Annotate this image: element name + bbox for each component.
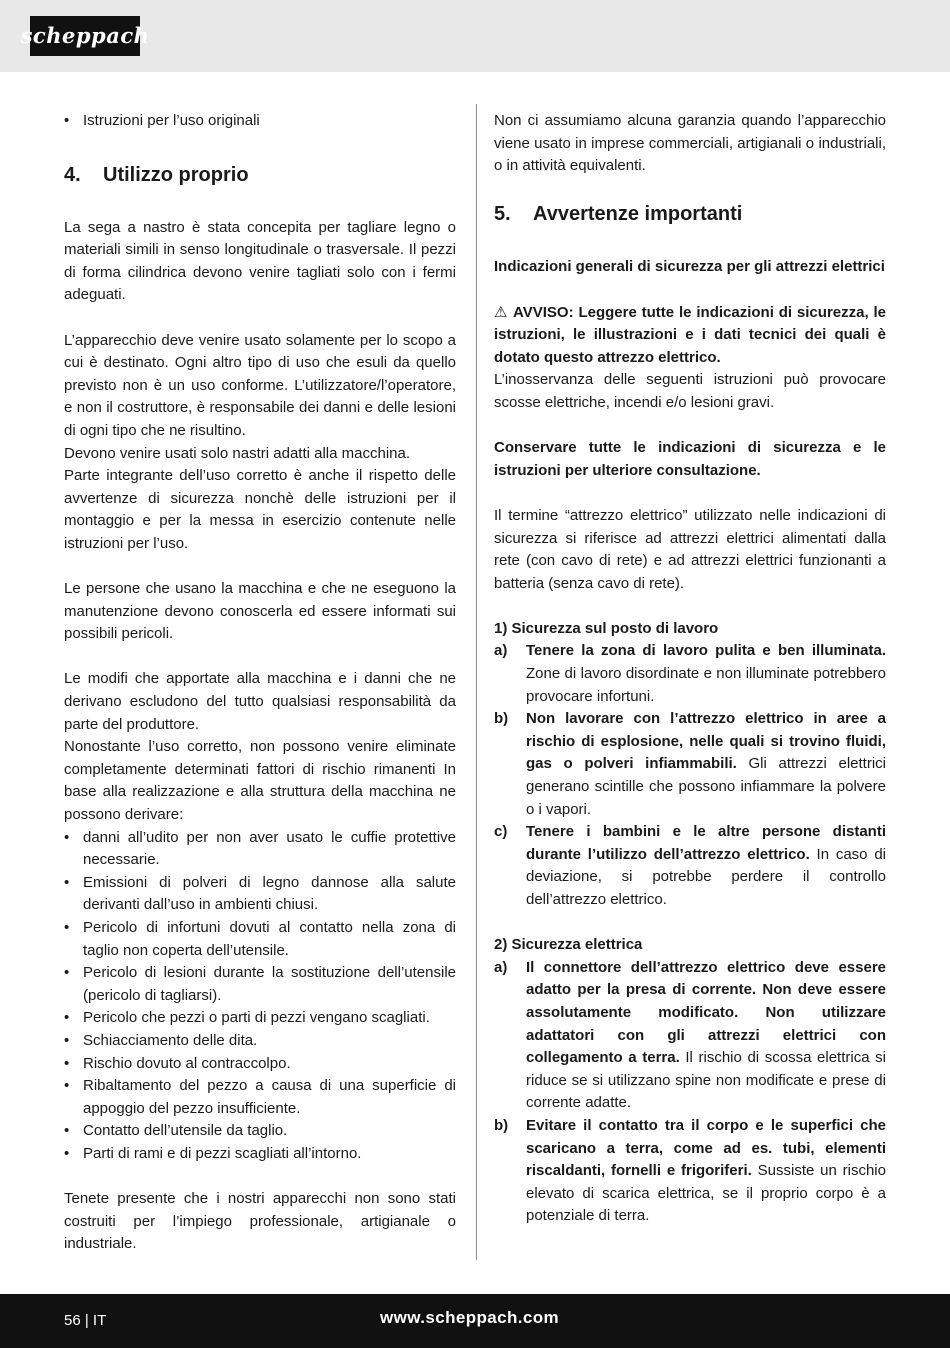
list-item: a) Tenere la zona di lavoro pulita e ben illuminata. Zone di lavoro disordinate e non illuminate potrebbero provocare infortuni. bbox=[494, 642, 886, 705]
paragraph: La sega a nastro è stata concepita per tagliare legno o materiali simili in senso longitudinale o trasversale. Il pezzi di forma cilindrica devono venire tagliati solo con i fermi adeguati. bbox=[64, 218, 456, 304]
list-item: • Emissioni di polveri di legno dannose alla salute derivanti dall’uso in ambienti chiusi. bbox=[64, 873, 456, 914]
left-column bbox=[64, 110, 456, 1256]
list-item: • Rischio dovuto al contraccolpo. bbox=[64, 1054, 291, 1072]
paragraph: Parte integrante dell’uso corretto è anche il rispetto delle avvertenze di sicurezza nonchè delle istruzioni per il montaggio e per la messa in esercizio contenute nelle istruzioni per l’uso. bbox=[64, 467, 456, 552]
electrical-safety-list bbox=[494, 957, 886, 1228]
subheading: Indicazioni generali di sicurezza per gli attrezzi elettrici bbox=[494, 258, 885, 276]
paragraph: Tenete presente che i nostri apparecchi non sono stati costruiti per l’impiego professionale, artigianale o industriale. bbox=[64, 1190, 456, 1253]
list-item: • Ribaltamento del pezzo a causa di una superficie di appoggio del pezzo insufficiente. bbox=[64, 1077, 456, 1117]
page-number: 56 | IT bbox=[64, 1312, 107, 1329]
subsection-title: 1) Sicurezza sul posto di lavoro bbox=[494, 619, 719, 637]
risk-list bbox=[64, 827, 456, 1166]
paragraph: L’apparecchio deve venire usato solamente per lo scopo a cui è destinato. Ogni altro tipo di uso che esuli da quello previsto non è un uso conforme. L’utilizzatore/l’operatore, e non il costruttore, è responsabile dei danni e delle lesioni di ogni tipo che ne risultino. bbox=[64, 331, 456, 439]
list-item: • Schiacciamento delle dita. bbox=[64, 1031, 258, 1049]
paragraph: Devono venire usati solo nastri adatti alla macchina. bbox=[64, 444, 411, 462]
footer-bar bbox=[0, 1294, 950, 1348]
paragraph: Nonostante l’uso corretto, non possono venire eliminate completamente determinati fattori di rischio rimanenti In base alla realizzazione e alla struttura della macchina ne possono derivare: bbox=[64, 738, 456, 824]
warning-icon: ⚠ bbox=[494, 303, 509, 321]
paragraph: Le persone che usano la macchina e che ne eseguono la manutenzione devono conoscerla ed essere informati sui possibili pericoli. bbox=[64, 580, 456, 643]
list-item: • Pericolo che pezzi o parti di pezzi vengano scagliati. bbox=[64, 1009, 430, 1027]
intro-list bbox=[64, 110, 456, 133]
list-item: • Pericolo di infortuni dovuti al contatto nella zona di taglio non coperta dell’utensile. bbox=[64, 919, 456, 959]
column-divider bbox=[476, 104, 477, 1260]
list-item: b) Non lavorare con l’attrezzo elettrico in aree a rischio di esplosione, nelle quali si trovino fluidi, gas o polveri infiammabili. Gli attrezzi elettrici generano scintille che possono infiammare la polvere o i vapori. bbox=[494, 710, 886, 818]
section-heading-5: 5. Avvertenze importanti bbox=[494, 203, 743, 226]
list-item: • Contatto dell’utensile da taglio. bbox=[64, 1122, 288, 1140]
list-item: c) Tenere i bambini e le altre persone distanti durante l’utilizzo dell’attrezzo elettrico. In caso di deviazione, si potrebbe perdere il controllo dell’attrezzo elettrico. bbox=[494, 823, 886, 908]
brand-logo: scheppach bbox=[30, 16, 140, 56]
section-heading-4: 4. Utilizzo proprio bbox=[64, 163, 249, 186]
right-column bbox=[494, 110, 886, 1228]
website-link[interactable]: www.scheppach.com bbox=[380, 1308, 560, 1327]
list-item: • Pericolo di lesioni durante la sostituzione dell’utensile (pericolo di tagliarsi). bbox=[64, 964, 456, 1004]
list-item: a) Il connettore dell’attrezzo elettrico deve essere adatto per la presa di corrente. Non deve essere assolutamente modificato. Non utilizzare adattatori con gli attrezzi elettrici con collegamento a terra. Il rischio di scossa elettrica si riduce se si utilizzano spine non modificate e prese di corrente adatte. bbox=[494, 958, 886, 1112]
paragraph: L’inosservanza delle seguenti istruzioni può provocare scosse elettriche, incendi e/o lesioni gravi. bbox=[494, 371, 886, 411]
header-bar bbox=[0, 0, 950, 72]
list-item: • Parti di rami e di pezzi scagliati all’intorno. bbox=[64, 1144, 362, 1162]
list-item: • Istruzioni per l’uso originali bbox=[64, 112, 260, 129]
paragraph: Le modifi che apportate alla macchina e i danni che ne derivano escludono del tutto qualsiasi responsabilità da parte del produttore. bbox=[64, 670, 456, 733]
warning-paragraph: ⚠ AVVISO: Leggere tutte le indicazioni di sicurezza, le istruzioni, le illustrazioni e i dati tecnici dei quali è dotato questo attrezzo elettrico. bbox=[494, 303, 887, 366]
list-item: b) Evitare il contatto tra il corpo e le superfici che scaricano a terra, come ad es. tubi, elementi riscaldanti, fornelli e frigoriferi. Sussiste un rischio elevato di scarica elettrica, se il proprio corpo è a potenziale di terra. bbox=[494, 1116, 886, 1225]
subsection-title: 2) Sicurezza elettrica bbox=[494, 936, 643, 954]
paragraph: Non ci assumiamo alcuna garanzia quando l’apparecchio viene usato in imprese commerciali, artigianali o industriali, o in attività equivalenti. bbox=[494, 112, 886, 175]
paragraph: Il termine “attrezzo elettrico” utilizzato nelle indicazioni di sicurezza si riferisce ad attrezzi elettrici alimentati dalla rete (con cavo di rete) e ad attrezzi elettrici funzionanti a batteria (senza cavo di rete). bbox=[494, 506, 886, 592]
workplace-safety-list bbox=[494, 640, 886, 911]
paragraph: Conservare tutte le indicazioni di sicurezza e le istruzioni per ulteriore consultazione. bbox=[494, 439, 886, 479]
list-item: • danni all’udito per non aver usato le cuffie protettive necessarie. bbox=[64, 828, 456, 869]
